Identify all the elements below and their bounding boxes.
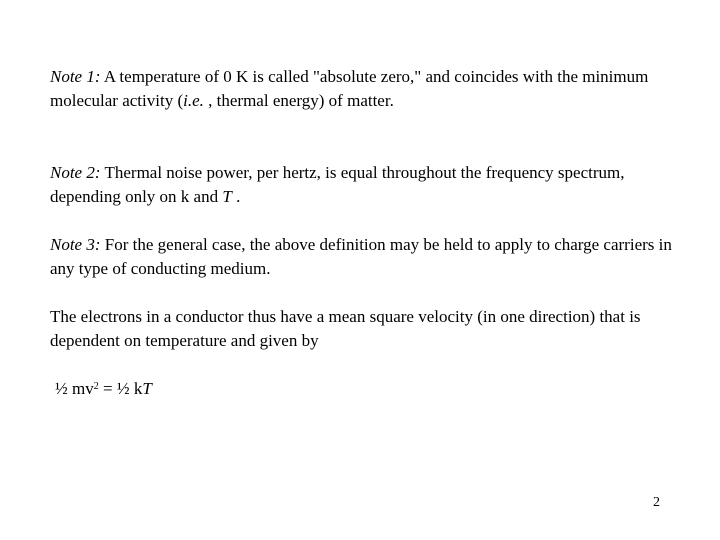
note-2-label: Note 2: [50,163,101,182]
formula-rhs-var: T [142,379,152,398]
note-2 [50,161,690,209]
note-1-label: Note 1: [50,67,101,86]
formula-exponent: 2 [93,381,99,392]
note-2-text-before: Thermal noise power, per hertz, is equal throughout the frequency spectrum, depending only on k and [50,163,625,206]
note-1-text-after: , thermal energy) of matter. [203,91,394,110]
note-3 [50,233,690,281]
note-1-italic: i.e. [183,91,204,110]
formula [55,377,152,401]
note-3-text-before: For the general case, the above definition may be held to apply to charge carriers in any type of conducting medium. [50,235,672,278]
formula-lhs: ½ mv [55,379,94,398]
page-number: 2 [653,495,660,510]
formula-middle: = ½ k [98,379,143,398]
note-2-italic: T [222,187,232,206]
note-3-label: Note 3: [50,235,101,254]
note-1 [50,65,690,113]
body-paragraph: The electrons in a conductor thus have a mean square velocity (in one direction) that is dependent on temperature and given by [50,307,641,350]
note-1-text-before: A temperature of 0 K is called "absolute zero," and coincides with the minimum molecular activity ( [50,67,649,110]
note-2-text-after: . [231,187,241,206]
